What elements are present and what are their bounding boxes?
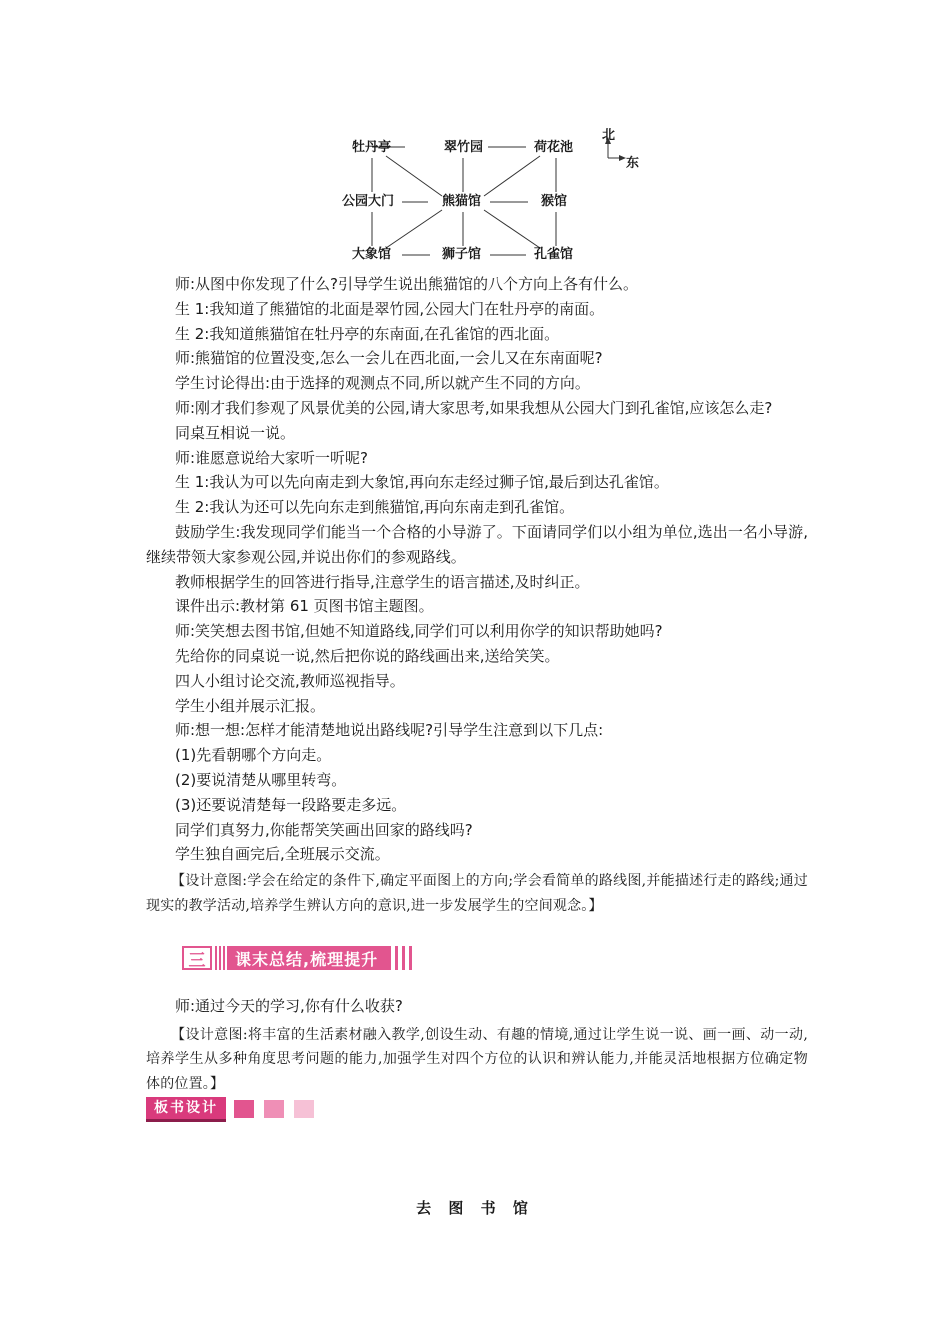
- decor-square: [292, 1098, 316, 1120]
- lesson-body: [146, 272, 808, 918]
- node-panda-house: 熊猫馆: [442, 194, 482, 209]
- paragraph: 师:从图中你发现了什么?引导学生说出熊猫馆的八个方向上各有什么。: [175, 275, 639, 293]
- banner-stripes-decoration: [215, 946, 229, 970]
- decor-square: [232, 1098, 256, 1120]
- node-cuizhu-garden: 翠竹园: [444, 140, 484, 155]
- paragraph: 学生独自画完后,全班展示交流。: [175, 845, 390, 864]
- paragraph: 师:笑笑想去图书馆,但她不知道路线,同学们可以利用你学的知识帮助她吗?: [175, 622, 663, 641]
- node-park-gate: 公园大门: [342, 194, 395, 209]
- paragraph: 教师根据学生的回答进行指导,注意学生的语言描述,及时纠正。: [175, 572, 590, 591]
- compass-east-label: 东: [626, 156, 640, 171]
- decor-square: [262, 1098, 286, 1120]
- banner-tail-decoration: [388, 946, 416, 970]
- design-intent-note: 【设计意图:将丰富的生活素材融入教学,创设生动、有趣的情境,通过让学生说一说、画一画、动一动,培养学生从多种角度思考问题的能力,加强学生对四个方位的认识和辨认能力,并能灵活地根据方位确定物体的位置。】: [146, 1026, 808, 1092]
- paragraph: 生 1:我知道了熊猫馆的北面是翠竹园,公园大门在牡丹亭的南面。: [175, 299, 605, 318]
- paragraph: 生 2:我认为还可以先向东走到熊猫馆,再向东南走到孔雀馆。: [175, 498, 575, 517]
- node-elephant-house: 大象馆: [352, 247, 392, 262]
- paragraph: 同桌互相说一说。: [175, 423, 296, 442]
- paragraph: 课件出示:教材第 61 页图书馆主题图。: [175, 597, 434, 616]
- board-design-label: 板书设计: [146, 1097, 226, 1122]
- section-number: 三: [182, 946, 212, 970]
- paragraph: 四人小组讨论交流,教师巡视指导。: [175, 671, 405, 690]
- board-title: 去 图 书 馆: [416, 1199, 534, 1217]
- paragraph: 学生小组并展示汇报。: [175, 696, 326, 715]
- summary-block: [146, 994, 808, 1096]
- paragraph: 生 1:我认为可以先向南走到大象馆,再向东走经过狮子馆,最后到达孔雀馆。: [175, 473, 669, 492]
- paragraph: 师:想一想:怎样才能清楚地说出路线呢?引导学生注意到以下几点:: [175, 721, 604, 740]
- section-three-banner: [182, 946, 416, 970]
- node-hehua-pond: 荷花池: [534, 140, 574, 155]
- node-lion-house: 狮子馆: [442, 247, 482, 262]
- paragraph: (3)还要说清楚每一段路要走多远。: [175, 795, 407, 814]
- summary-question: 师:通过今天的学习,你有什么收获?: [175, 997, 403, 1015]
- park-map-diagram: [330, 118, 650, 268]
- node-peacock-house: 孔雀馆: [534, 247, 574, 262]
- paragraph: 鼓励学生:我发现同学们能当一个合格的小导游了。下面请同学们以小组为单位,选出一名小导游,继续带领大家参观公园,并说出你们的参观路线。: [146, 522, 808, 566]
- paragraph: 生 2:我知道熊猫馆在牡丹亭的东南面,在孔雀馆的西北面。: [175, 324, 560, 343]
- design-intent-note: 【设计意图:学会在给定的条件下,确定平面图上的方向;学会看简单的路线图,并能描述行走的路线;通过现实的教学活动,培养学生辨认方向的意识,进一步发展学生的空间观念。】: [146, 873, 808, 914]
- paragraph: 同学们真努力,你能帮笑笑画出回家的路线吗?: [175, 820, 473, 839]
- paragraph: 学生讨论得出:由于选择的观测点不同,所以就产生不同的方向。: [175, 374, 590, 393]
- node-monkey-house: 猴馆: [541, 194, 568, 209]
- paragraph: 师:刚才我们参观了风景优美的公园,请大家思考,如果我想从公园大门到孔雀馆,应该怎么走?: [175, 398, 773, 417]
- compass-north-label: 北: [602, 128, 616, 143]
- paragraph: 师:谁愿意说给大家听一听呢?: [175, 448, 369, 467]
- node-mudan-pavilion: 牡丹亭: [352, 140, 392, 155]
- board-design-tag: [146, 1098, 316, 1120]
- paragraph: (1)先看朝哪个方向走。: [175, 746, 332, 765]
- paragraph: 师:熊猫馆的位置没变,怎么一会儿在西北面,一会儿又在东南面呢?: [175, 349, 603, 368]
- paragraph: (2)要说清楚从哪里转弯。: [175, 770, 347, 789]
- section-title: 课末总结,梳理提升: [229, 946, 388, 970]
- paragraph: 先给你的同桌说一说,然后把你说的路线画出来,送给笑笑。: [175, 646, 560, 665]
